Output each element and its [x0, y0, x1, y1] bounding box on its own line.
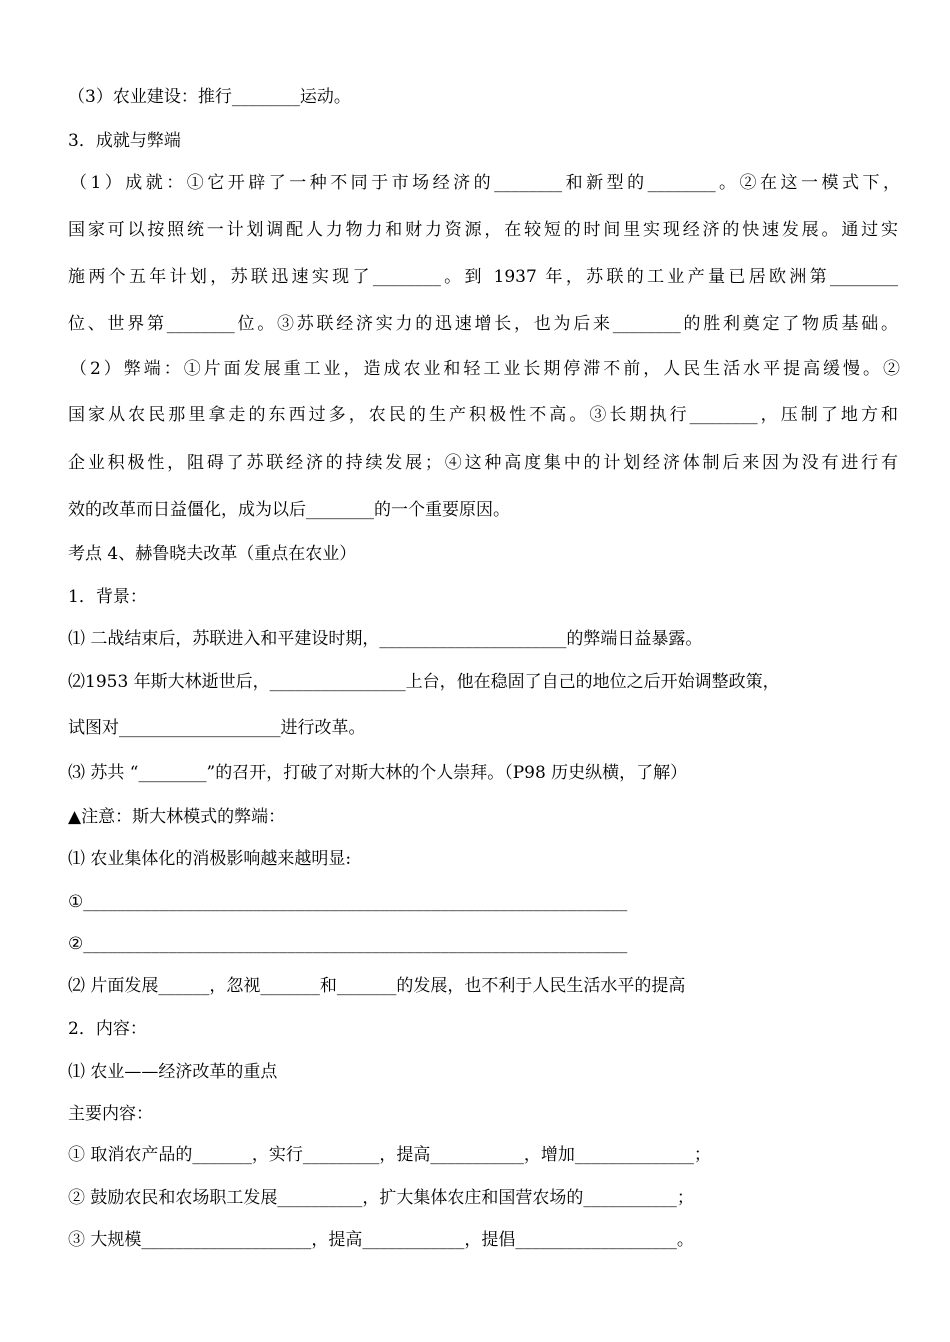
blank-line: ②________________________________________________________________ — [68, 934, 628, 954]
text-line: ① 取消农产品的_______，实行_________，提高___________，增加______________； — [68, 1145, 711, 1165]
text-line: ⑴ 农业——经济改革的重点 — [68, 1062, 278, 1082]
text-line: ⑶ 苏共 “________”的召开，打破了对斯大林的个人崇拜。（P98 历史纵横，了解） — [68, 763, 688, 783]
note-heading: ▲注意：斯大林模式的弊端： — [68, 807, 286, 827]
blank-line: ①________________________________________________________________ — [68, 892, 628, 912]
text-line: 施两个五年计划，苏联迅速实现了________。到 1937 年，苏联的工业产量已居欧洲第________ — [68, 267, 898, 287]
text-line: 主要内容： — [68, 1104, 153, 1124]
section-heading: 3．成就与弊端 — [68, 131, 181, 151]
text-line: 国家从农民那里拿走的东西过多，农民的生产积极性不高。③长期执行________，压制了地方和 — [68, 405, 898, 425]
text-line: 企业积极性，阻碍了苏联经济的持续发展；④这种高度集中的计划经济体制后来因为没有进行有 — [68, 453, 898, 473]
text-line: ⑴ 二战结束后，苏联进入和平建设时期，______________________的弊端日益暴露。 — [68, 629, 703, 649]
section-heading: 1．背景： — [68, 587, 147, 607]
section-heading: 考点 4、赫鲁晓夫改革（重点在农业） — [68, 544, 357, 564]
text-line: ⑴ 农业集体化的消极影响越来越明显: — [68, 849, 352, 869]
text-line: 位、世界第________位。③苏联经济实力的迅速增长，也为后来________的胜利奠定了物质基础。 — [68, 314, 898, 334]
text-line: ② 鼓励农民和农场职工发展__________，扩大集体农庄和国营农场的___________； — [68, 1188, 694, 1208]
text-line: ⑵ 片面发展______，忽视_______和_______的发展，也不利于人民生活水平的提高 — [68, 976, 686, 996]
text-line: 效的改革而日益僵化，成为以后________的一个重要原因。 — [68, 500, 510, 520]
text-line: 试图对___________________进行改革。 — [68, 718, 366, 738]
text-line: （3）农业建设：推行________运动。 — [68, 87, 351, 107]
text-line: ③ 大规模____________________，提高____________，提倡___________________。 — [68, 1230, 694, 1250]
text-line: ⑵1953 年斯大林逝世后，________________上台，他在稳固了自己的地位之后开始调整政策， — [68, 672, 780, 692]
text-line: （2）弊端：①片面发展重工业，造成农业和轻工业长期停滞不前，人民生活水平提高缓慢。② — [70, 359, 900, 379]
text-line: 国家可以按照统一计划调配人力物力和财力资源，在较短的时间里实现经济的快速发展。通过实 — [68, 220, 898, 240]
section-heading: 2．内容： — [68, 1019, 147, 1039]
text-line: （1）成就：①它开辟了一种不同于市场经济的________和新型的________。②在这一模式下， — [70, 173, 900, 193]
